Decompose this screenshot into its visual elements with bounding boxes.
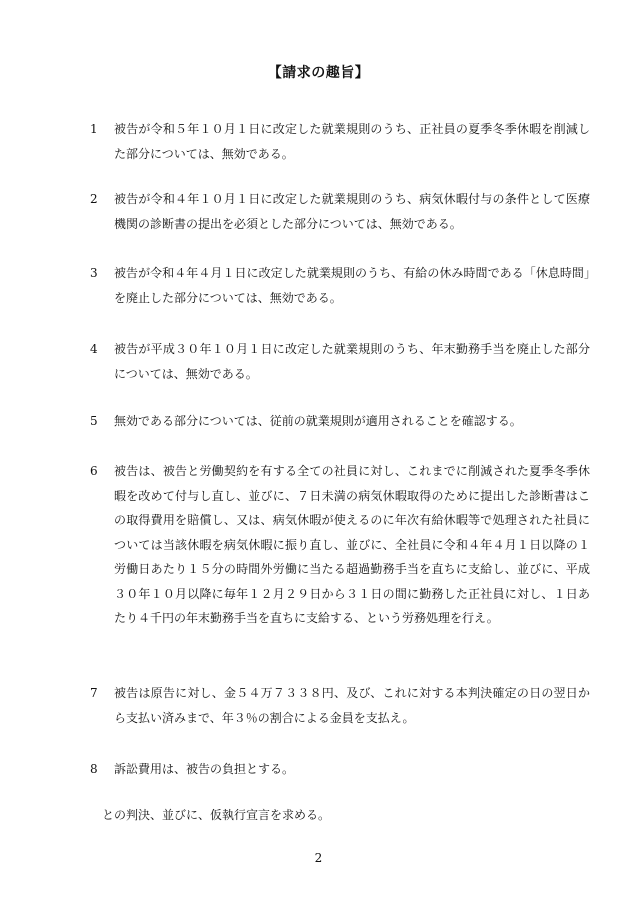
clause-number: 1 (90, 122, 98, 136)
clause-number: 6 (90, 464, 98, 478)
clause-number: 3 (90, 266, 98, 280)
clause-2 (90, 187, 590, 236)
clause-text: 被告は、被告と労働契約を有する全ての社員に対し、これまでに削減された夏季冬季休暇を改めて付与し直し、並びに、７日未満の病気休暇取得のために提出した診断書はこの取得費用を賠償し、又は、病気休暇が使えるのに年次有給休暇等で処理された社員については当該休暇を病気休暇に振り直し、並びに、全社員に令和４年４月１日以降の１労働日あたり１５分の時間外労働に当たる超過勤務手当を直ちに支給し、並びに、平成３０年１０月以降に毎年１２月２９日から３１日の間に勤務した正社員に対し、１日あたり４千円の年末勤務手当を直ちに支給する、という労務処理を行え。 (114, 464, 590, 625)
page-number: 2 (314, 851, 323, 865)
clause-number: 2 (90, 192, 98, 206)
section-heading: 【請求の趣旨】 (267, 65, 370, 81)
clause-8 (90, 757, 590, 782)
clause-number: 4 (90, 342, 98, 356)
clause-text: 被告が令和４年４月１日に改定した就業規則のうち、有給の休み時間である「休息時間」を廃止した部分については、無効である。 (114, 266, 590, 305)
clause-4 (90, 337, 590, 386)
clause-text: 被告が平成３０年１０月１日に改定した就業規則のうち、年末勤務手当を廃止した部分については、無効である。 (114, 342, 590, 381)
clause-text: 被告が令和５年１０月１日に改定した就業規則のうち、正社員の夏季冬季休暇を削減した部分については、無効である。 (114, 122, 590, 161)
clause-number: 7 (90, 686, 98, 700)
clause-5 (90, 409, 590, 434)
clause-number: 8 (90, 762, 98, 776)
clause-text: 被告が令和４年１０月１日に改定した就業規則のうち、病気休暇付与の条件として医療機関の診断書の提出を必須とした部分については、無効である。 (114, 192, 590, 231)
clause-6 (90, 459, 590, 631)
clause-number: 5 (90, 414, 98, 428)
clause-text: 無効である部分については、従前の就業規則が適用されることを確認する。 (114, 414, 522, 428)
clause-7 (90, 681, 590, 730)
clause-1 (90, 117, 590, 166)
clause-3 (90, 261, 590, 310)
clause-text: 訴訟費用は、被告の負担とする。 (114, 762, 295, 776)
clause-text: 被告は原告に対し、金５４万７３３８円、及び、これに対する本判決確定の日の翌日から支払い済みまで、年３％の割合による金員を支払え。 (114, 686, 590, 725)
closing-statement: との判決、並びに、仮執行宣言を求める。 (102, 808, 331, 822)
